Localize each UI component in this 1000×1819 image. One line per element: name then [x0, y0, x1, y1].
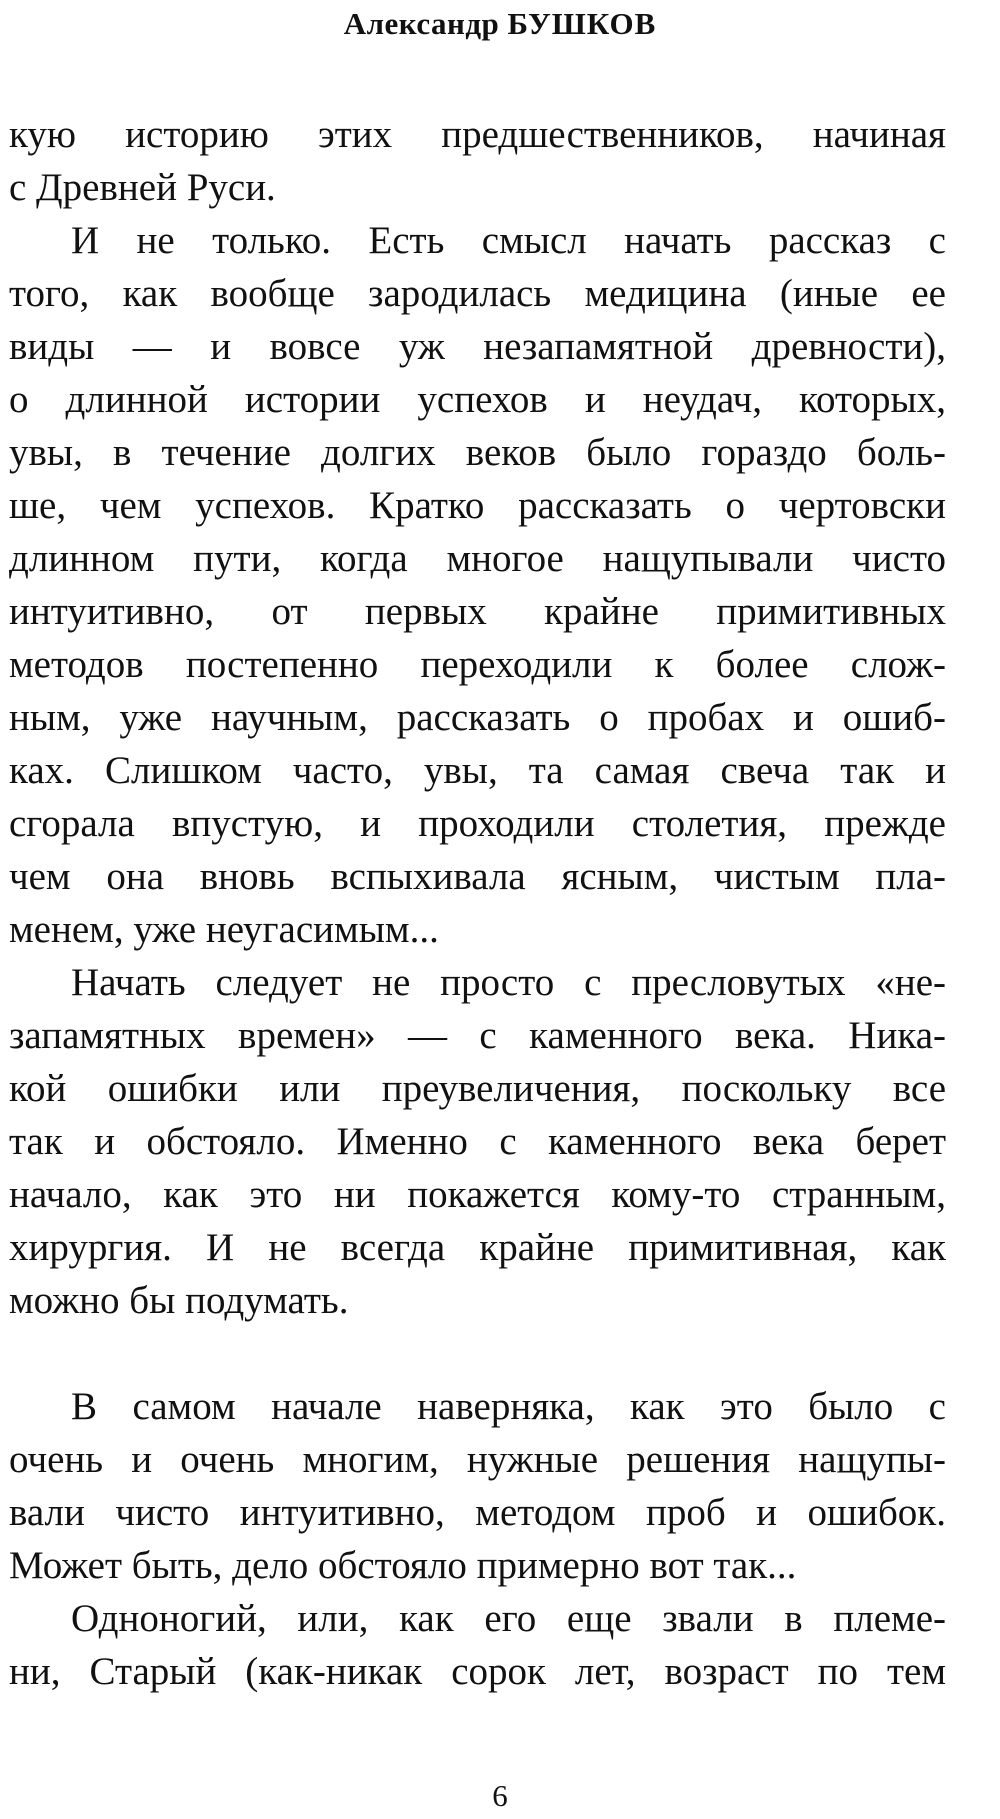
- paragraph: [9, 214, 946, 956]
- text-line: Начать следует не просто с пресловутых «не-: [71, 961, 946, 1004]
- page-number: 6: [492, 1778, 508, 1813]
- text-line: Может быть, дело обстояло примерно вот так...: [9, 1544, 797, 1587]
- paragraph: [9, 1592, 946, 1698]
- text-line: вали чисто интуитивно, методом проб и ошибок.: [9, 1491, 946, 1534]
- text-line: ше, чем успехов. Кратко рассказать о чертовски: [9, 484, 946, 527]
- text-line: длинном пути, когда многое нащупывали чисто: [9, 537, 946, 580]
- text-line: ни, Старый (как-никак сорок лет, возраст по тем: [9, 1650, 946, 1693]
- text-line: чем она вновь вспыхивала ясным, чистым пла-: [9, 855, 946, 898]
- text-line: ках. Слишком часто, увы, та самая свеча так и: [9, 749, 946, 792]
- text-line: ным, уже научным, рассказать о пробах и ошиб-: [9, 696, 946, 739]
- text-line: запамятных времен» — с каменного века. Ника-: [9, 1014, 946, 1057]
- running-head: [0, 6, 1000, 42]
- text-line: можно бы подумать.: [9, 1279, 349, 1322]
- text-line: методов постепенно переходили к более слож-: [9, 643, 946, 686]
- text-line: кой ошибки или преувеличения, поскольку все: [9, 1067, 946, 1110]
- text-line: Одноногий, или, как его еще звали в племе-: [71, 1597, 946, 1640]
- text-line: виды — и вовсе уж незапамятной древности),: [9, 325, 946, 368]
- paragraph: [9, 1380, 946, 1592]
- text-line: интуитивно, от первых крайне примитивных: [9, 590, 946, 633]
- text-line: с Древней Руси.: [9, 166, 276, 209]
- author-last-name: БУШКОВ: [507, 6, 657, 41]
- section-break: [9, 1327, 946, 1380]
- text-line: того, как вообще зародилась медицина (иные ее: [9, 272, 946, 315]
- text-line: В самом начале наверняка, как это было с: [71, 1385, 946, 1428]
- text-line: И не только. Есть смысл начать рассказ с: [71, 219, 946, 262]
- text-line: так и обстояло. Именно с каменного века берет: [9, 1120, 946, 1163]
- paragraph: [9, 108, 946, 214]
- body-text: [9, 108, 946, 1698]
- text-line: о длинной истории успехов и неудач, которых,: [9, 378, 946, 421]
- text-line: хирургия. И не всегда крайне примитивная, как: [9, 1226, 946, 1269]
- text-line: менем, уже неугасимым...: [9, 908, 439, 951]
- text-line: увы, в течение долгих веков было гораздо боль-: [9, 431, 946, 474]
- author-first-name: Александр: [343, 6, 500, 41]
- paragraph: [9, 956, 946, 1327]
- text-line: очень и очень многим, нужные решения нащупы-: [9, 1438, 946, 1481]
- text-line: сгорала впустую, и проходили столетия, прежде: [9, 802, 946, 845]
- text-line: начало, как это ни покажется кому-то странным,: [9, 1173, 946, 1216]
- text-line: кую историю этих предшественников, начиная: [9, 113, 946, 156]
